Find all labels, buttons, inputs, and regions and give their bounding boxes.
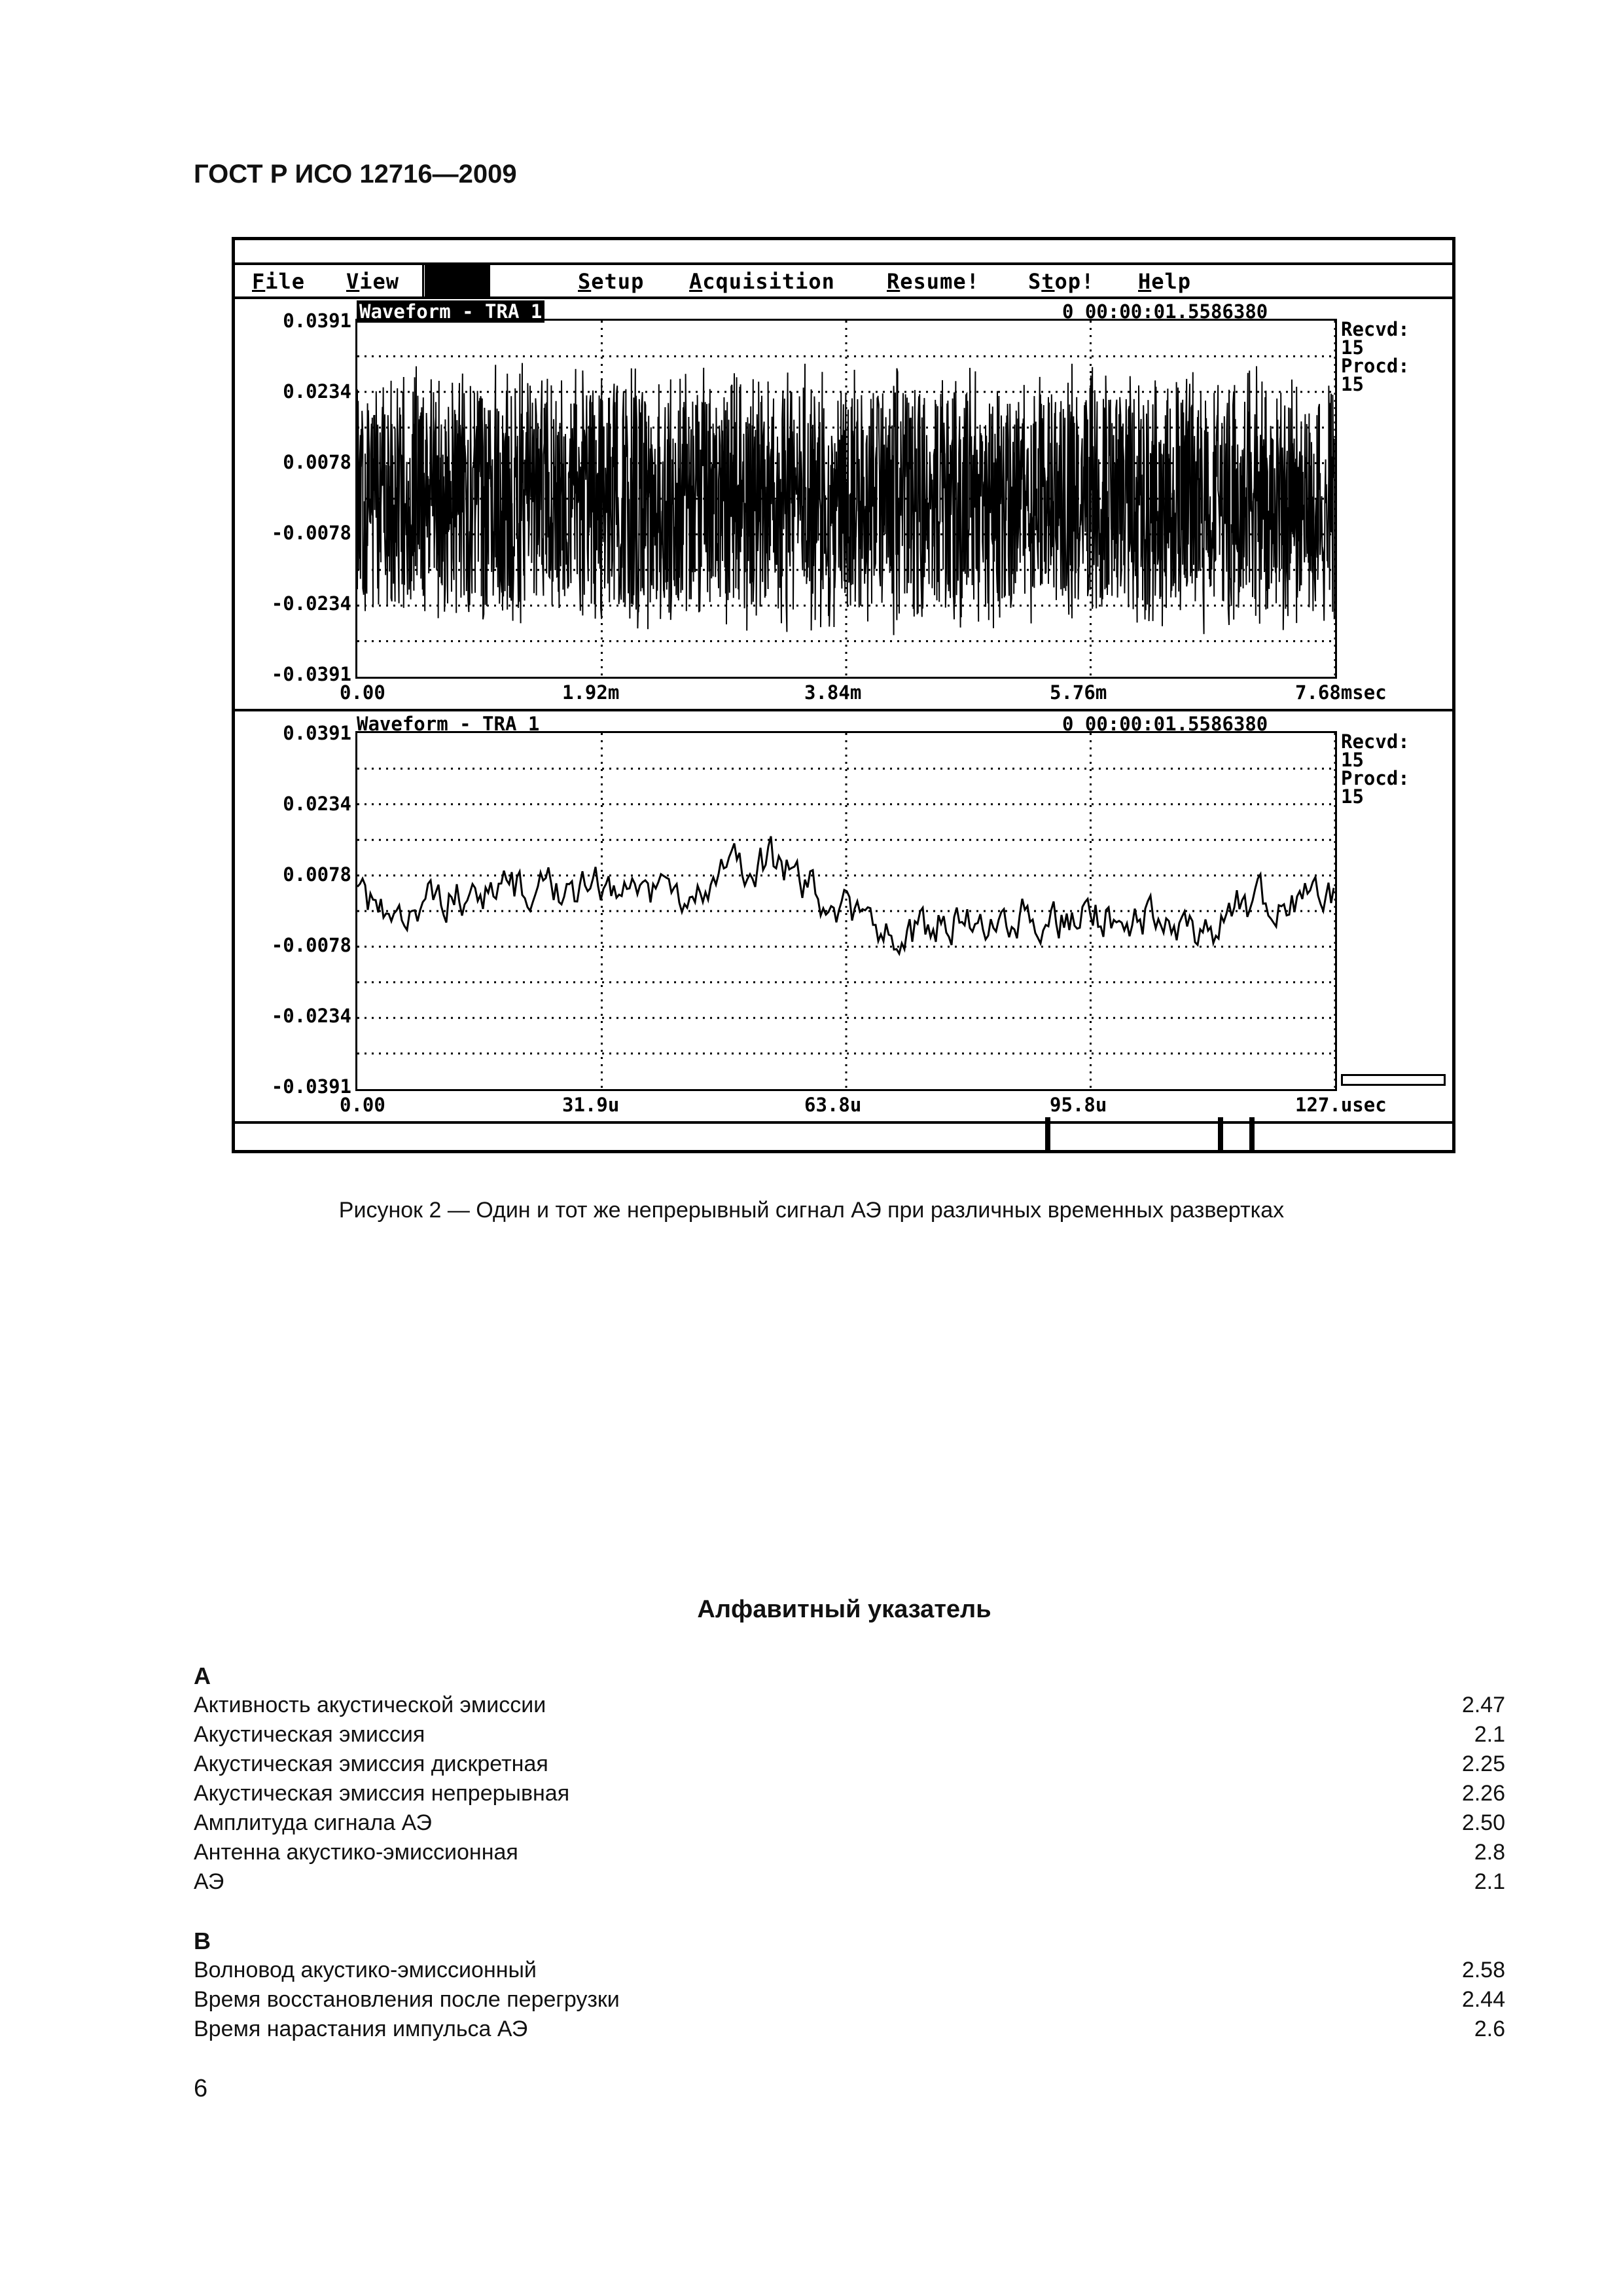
panel-1-x-tick: 3.84m [804, 681, 862, 704]
panel-2-x-tick: 0.00 [340, 1094, 385, 1116]
panel-2-x-tick: 95.8u [1050, 1094, 1107, 1116]
status-separator [1045, 1117, 1050, 1150]
panel-2-waveform [357, 733, 1335, 1089]
recvd-label: Recvd: [1341, 730, 1410, 753]
index-letter: В [194, 1928, 211, 1954]
panel-1-x-tick: 5.76m [1050, 681, 1107, 704]
panel-1-y-axis [235, 299, 351, 711]
panel-2-x-tick: 63.8u [804, 1094, 862, 1116]
waveform-software-screenshot [232, 237, 1455, 1153]
panel-1-y-tick: 0.0234 [283, 380, 351, 403]
menu-stop[interactable]: Stop! [1028, 269, 1095, 294]
panel-2-timestamp: 0 00:00:01.5586380 [1062, 713, 1268, 735]
panel-1-y-tick: 0.0391 [283, 310, 351, 332]
panel-1-waveform [357, 321, 1335, 677]
panel-2-plot-area [355, 731, 1337, 1091]
panel-2-title: Waveform - TRA 1 [357, 713, 540, 735]
procd-label: Procd: [1341, 767, 1410, 789]
index-term: Амплитуда сигнала АЭ [194, 1810, 432, 1835]
panel-2-progress-box [1341, 1074, 1446, 1086]
menu-help[interactable]: Help [1138, 269, 1192, 294]
index-section-a [194, 1662, 1505, 1899]
panel-1-timestamp: 0 00:00:01.5586380 [1062, 300, 1268, 323]
index-section-v [194, 1928, 1505, 2046]
index-term: Волновод акустико-эмиссионный [194, 1958, 537, 1982]
index-entry [194, 1958, 1505, 1987]
index-ref: 2.47 [1461, 1693, 1505, 1717]
panel-2-counters [1341, 732, 1410, 806]
index-entry [194, 1693, 1505, 1722]
index-ref: 2.26 [1461, 1781, 1505, 1806]
menu-resume[interactable]: Resume! [887, 269, 980, 294]
index-term: АЭ [194, 1869, 224, 1894]
procd-label: Procd: [1341, 355, 1410, 377]
index-ref: 2.50 [1461, 1810, 1505, 1835]
panel-2-x-tick: 127.usec [1295, 1094, 1387, 1116]
index-term: Активность акустической эмиссии [194, 1693, 546, 1717]
panel-1-counters [1341, 320, 1410, 393]
index-entry [194, 1781, 1505, 1810]
index-term: Антенна акустико-эмиссионная [194, 1840, 518, 1865]
panel-1-y-tick: -0.0391 [271, 663, 351, 685]
menu-view[interactable]: View [346, 269, 400, 294]
menu-setup[interactable]: Setup [578, 269, 645, 294]
index-letter: А [194, 1662, 211, 1689]
panel-2-y-tick: 0.0078 [283, 863, 351, 886]
panel-1-x-tick: 1.92m [562, 681, 620, 704]
index-entry [194, 1987, 1505, 2017]
procd-value: 15 [1341, 785, 1364, 808]
menu-acquisition[interactable]: Acquisition [689, 269, 835, 294]
waveform-panel-2 [235, 711, 1452, 1124]
page-number: 6 [194, 2075, 208, 2102]
status-bar [235, 1117, 1452, 1150]
panel-1-x-tick: 7.68msec [1295, 681, 1387, 704]
menu-highlight-block [425, 265, 490, 296]
recvd-value: 15 [1341, 336, 1364, 359]
index-entry [194, 1751, 1505, 1781]
panel-1-y-tick: 0.0078 [283, 451, 351, 473]
panel-2-y-tick: 0.0391 [283, 722, 351, 744]
panel-1-x-tick: 0.00 [340, 681, 385, 704]
figure-caption: Рисунок 2 — Один и тот же непрерывный сигнал АЭ при различных временных развертках [338, 1198, 1285, 1223]
menu-bar [235, 265, 1452, 296]
status-separator [1249, 1117, 1255, 1150]
panel-1-x-axis [235, 681, 1452, 705]
index-term: Время восстановления после перегрузки [194, 1987, 620, 2012]
recvd-label: Recvd: [1341, 318, 1410, 340]
index-ref: 2.44 [1461, 1987, 1505, 2012]
panel-1-y-tick: -0.0078 [271, 522, 351, 544]
procd-value: 15 [1341, 373, 1364, 395]
panel-2-y-tick: 0.0234 [283, 793, 351, 815]
status-separator [1218, 1117, 1223, 1150]
index-entry [194, 1840, 1505, 1869]
index-ref: 2.25 [1461, 1751, 1505, 1776]
document-header: ГОСТ Р ИСО 12716—2009 [194, 160, 517, 188]
panel-2-y-tick: -0.0391 [271, 1075, 351, 1098]
panel-2-y-tick: -0.0078 [271, 934, 351, 956]
panel-2-x-axis [235, 1094, 1452, 1117]
panel-1-y-tick: -0.0234 [271, 592, 351, 615]
index-entry [194, 1869, 1505, 1899]
index-ref: 2.1 [1474, 1722, 1505, 1747]
index-term: Акустическая эмиссия [194, 1722, 425, 1747]
index-term: Акустическая эмиссия непрерывная [194, 1781, 570, 1806]
recvd-value: 15 [1341, 749, 1364, 771]
index-ref: 2.8 [1474, 1840, 1505, 1865]
index-entry [194, 1810, 1505, 1840]
panel-2-y-tick: -0.0234 [271, 1005, 351, 1027]
menu-file[interactable]: File [252, 269, 306, 294]
index-term: Акустическая эмиссия дискретная [194, 1751, 548, 1776]
index-entry [194, 2017, 1505, 2046]
panel-1-title: Waveform - TRA 1 [357, 300, 544, 323]
waveform-panel-1 [235, 299, 1452, 711]
panel-2-x-tick: 31.9u [562, 1094, 620, 1116]
index-title: Алфавитный указатель [697, 1596, 991, 1623]
panel-2-y-axis [235, 711, 351, 1124]
menu-separator [422, 265, 424, 296]
index-ref: 2.58 [1461, 1958, 1505, 1982]
panel-1-plot-area [355, 319, 1337, 679]
index-entry [194, 1722, 1505, 1751]
index-ref: 2.6 [1474, 2017, 1505, 2041]
index-term: Время нарастания импульса АЭ [194, 2017, 528, 2041]
index-ref: 2.1 [1474, 1869, 1505, 1894]
